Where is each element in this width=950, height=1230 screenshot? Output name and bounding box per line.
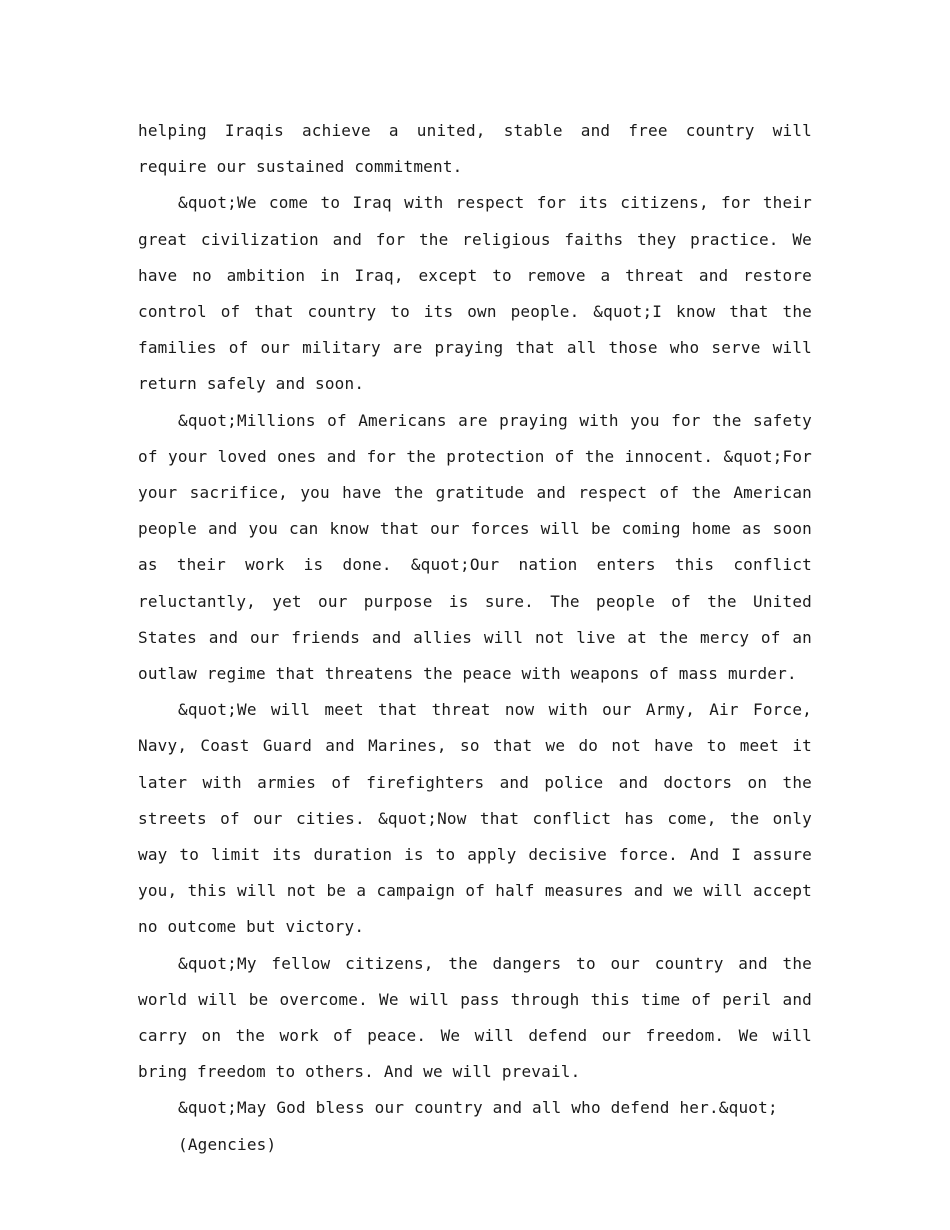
paragraph-5: &quot;My fellow citizens, the dangers to our country and the world will be overcome. We will pass through this time of peril and carry on the work of peace. We will defend our freedom. We will bring freedom to others. And we will prevail. xyxy=(138,953,812,1082)
paragraph-1: helping Iraqis achieve a united, stable and free country will require our sustained commitment. xyxy=(138,121,812,177)
document-body xyxy=(138,113,812,1163)
paragraph-6: &quot;May God bless our country and all who defend her.&quot; xyxy=(178,1098,778,1118)
paragraph-4: &quot;We will meet that threat now with our Army, Air Force, Navy, Coast Guard and Marines, so that we do not have to meet it later with armies of firefighters and police and doctors on the streets of our cities. &quot;Now that conflict has come, the only way to limit its duration is to apply decisive force. And I assure you, this will not be a campaign of half measures and we will accept no outcome but victory. xyxy=(138,700,812,937)
paragraph-3: &quot;Millions of Americans are praying with you for the safety of your loved ones and for the protection of the innocent. &quot;For your sacrifice, you have the gratitude and respect of the American people and you can know that our forces will be coming home as soon as their work is done. &quot;Our nation enters this conflict reluctantly, yet our purpose is sure. The people of the United States and our friends and allies will not live at the mercy of an outlaw regime that threatens the peace with weapons of mass murder. xyxy=(138,410,812,684)
paragraph-2: &quot;We come to Iraq with respect for its citizens, for their great civilization and for the religious faiths they practice. We have no ambition in Iraq, except to remove a threat and restore control of that country to its own people. &quot;I know that the families of our military are praying that all those who serve will return safely and soon. xyxy=(138,193,812,394)
source-credit: (Agencies) xyxy=(178,1134,277,1154)
